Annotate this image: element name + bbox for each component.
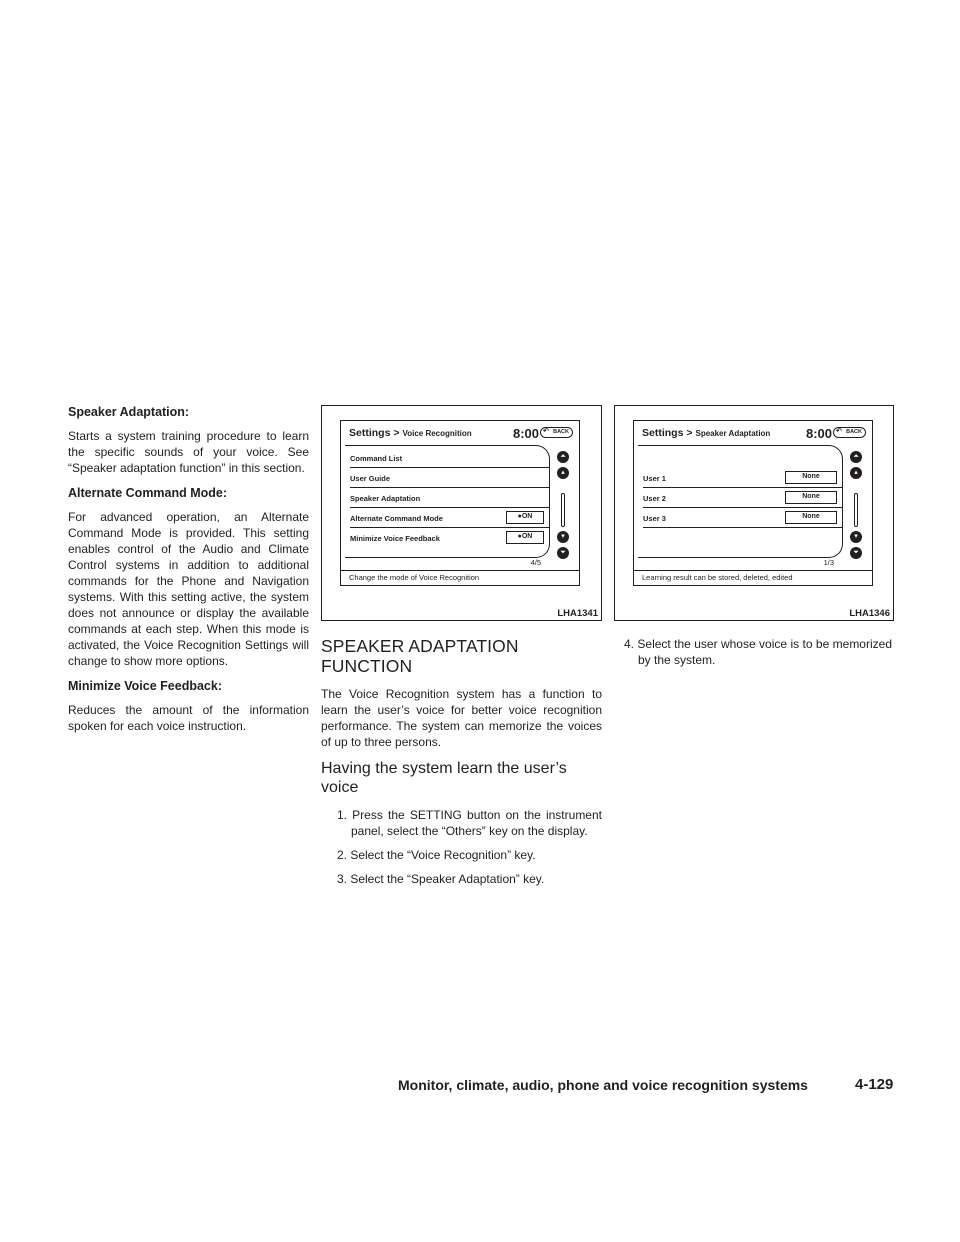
scrollbar[interactable]	[854, 493, 858, 527]
figure-code: LHA1346	[849, 608, 890, 619]
menu-item-speaker-adaptation[interactable]: Speaker Adaptation	[350, 488, 550, 508]
page-indicator: 1/3	[823, 558, 834, 567]
screen-status-text: Change the mode of Voice Recognition	[349, 573, 480, 582]
screen-status-text: Learning result can be stored, deleted, edited	[642, 573, 793, 582]
scroll-down-icon[interactable]: ▾	[557, 531, 569, 543]
scroll-top-icon[interactable]: ⏶	[850, 451, 862, 463]
scroll-bottom-icon[interactable]: ⏷	[557, 547, 569, 559]
figure-speaker-adaptation-screen	[614, 405, 894, 621]
paragraph-minimize-feedback: Reduces the amount of the information spoken for each voice instruction.	[68, 703, 309, 733]
user-label: User 1	[643, 474, 666, 483]
user-value: None	[785, 471, 837, 484]
menu-panel	[345, 445, 550, 558]
running-footer: Monitor, climate, audio, phone and voice recognition systems	[398, 1077, 808, 1093]
back-button[interactable]: ↶ BACK	[540, 427, 573, 438]
scrollbar[interactable]	[561, 493, 565, 527]
step-item: 2. Select the “Voice Recognition” key.	[337, 848, 536, 862]
middle-column	[321, 636, 602, 895]
menu-item-command-list[interactable]: Command List	[350, 448, 550, 468]
menu-item-minimize-feedback[interactable]	[350, 528, 550, 548]
clock: 8:00	[805, 426, 832, 441]
page-number: 4-129	[855, 1076, 894, 1093]
heading-alternate-command: Alternate Command Mode:	[68, 486, 228, 500]
menu-item-user-guide[interactable]: User Guide	[350, 468, 550, 488]
paragraph-speaker-adaptation: Starts a system training procedure to learn the specific sounds of your voice. See “Speaker adaptation function” in this section.	[68, 429, 309, 475]
step-item: 1. Press the SETTING button on the instrument panel, select the “Others” key on the display.	[337, 808, 602, 838]
menu-item-label: Minimize Voice Feedback	[350, 534, 440, 543]
figure-code: LHA1341	[557, 608, 598, 619]
clock: 8:00	[512, 426, 539, 441]
screen-title: Settings > Speaker Adaptation	[642, 427, 771, 439]
step-list	[614, 636, 892, 668]
heading-minimize-feedback: Minimize Voice Feedback:	[68, 679, 222, 693]
section-heading: SPEAKER ADAPTATION FUNCTION	[321, 636, 519, 676]
heading-speaker-adaptation: Speaker Adaptation:	[68, 405, 190, 419]
screen-subtitle: Speaker Adaptation	[695, 429, 771, 438]
divider	[341, 570, 579, 571]
on-indicator: ●ON	[506, 531, 544, 544]
scroll-up-icon[interactable]: ▴	[850, 467, 862, 479]
figure-voice-recognition-screen	[321, 405, 602, 621]
paragraph-alternate-command: For advanced operation, an Alternate Command Mode is provided. This setting enables control of the Audio and Climate Control systems in addition to additional commands for the Phone and Navigation systems. With this setting active, the system does not announce or display the available commands at each step. When this mode is activated, the Voice Recognition Settings will change to show more options.	[68, 510, 309, 668]
subsection-heading: Having the system learn the user’s voice	[321, 760, 567, 796]
scroll-up-icon[interactable]: ▴	[557, 467, 569, 479]
on-indicator: ●ON	[506, 511, 544, 524]
screen-title: Settings > Voice Recognition	[349, 427, 472, 439]
right-column	[614, 636, 892, 676]
user-label: User 3	[643, 514, 666, 523]
menu-item-label: Alternate Command Mode	[350, 514, 443, 523]
user-row-3[interactable]	[643, 508, 843, 528]
scroll-top-icon[interactable]: ⏶	[557, 451, 569, 463]
menu-item-alternate-command[interactable]	[350, 508, 550, 528]
page-indicator: 4/5	[530, 558, 541, 567]
scroll-control[interactable]	[850, 451, 864, 557]
user-value: None	[785, 491, 837, 504]
scroll-bottom-icon[interactable]: ⏷	[850, 547, 862, 559]
step-item: 4. Select the user whose voice is to be memorized by the system.	[624, 637, 892, 667]
user-value: None	[785, 511, 837, 524]
step-list	[321, 807, 602, 887]
divider	[634, 570, 872, 571]
screen-subtitle: Voice Recognition	[402, 429, 472, 438]
section-intro: The Voice Recognition system has a function to learn the user’s voice for better voice recognition performance. The system can memorize the voices of up to three persons.	[321, 687, 602, 749]
screen-display	[633, 420, 873, 586]
user-row-2[interactable]	[643, 488, 843, 508]
user-label: User 2	[643, 494, 666, 503]
scroll-control[interactable]	[557, 451, 571, 557]
user-panel	[638, 445, 843, 558]
left-column	[68, 404, 309, 743]
user-row-1[interactable]	[643, 468, 843, 488]
screen-display	[340, 420, 580, 586]
step-item: 3. Select the “Speaker Adaptation” key.	[337, 872, 545, 886]
scroll-down-icon[interactable]: ▾	[850, 531, 862, 543]
back-button[interactable]: ↶ BACK	[833, 427, 866, 438]
